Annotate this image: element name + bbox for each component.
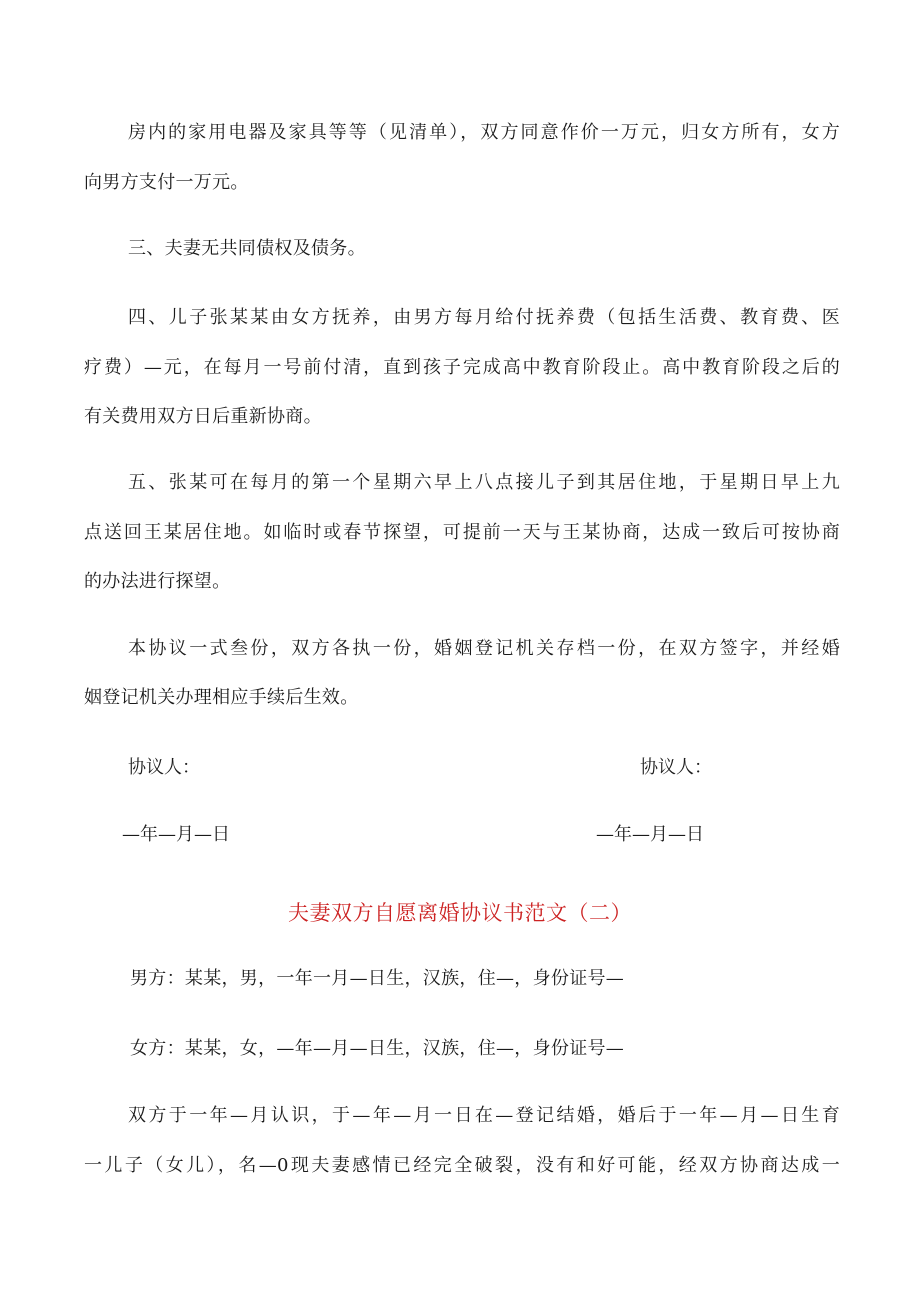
paragraph-furniture-line1: 房内的家用电器及家具等等（见清单），双方同意作价一万元，归女方所有，女方 (128, 122, 840, 143)
paragraph-copies-line1: 本协议一式叁份，双方各执一份，婚姻登记机关存档一份，在双方签字，并经婚 (128, 638, 840, 659)
paragraph-no-debt: 三、夫妻无共同债权及债务。 (128, 238, 366, 259)
paragraph-furniture-line2: 向男方支付一万元。 (84, 172, 249, 193)
paragraph-custody-line3: 有关费用双方日后重新协商。 (84, 406, 322, 427)
paragraph-custody-line2: 疗费）—元，在每月一号前付清，直到孩子完成高中教育阶段止。高中教育阶段之后的 (84, 357, 840, 378)
paragraph-custody-line1: 四、儿子张某某由女方抚养，由男方每月给付抚养费（包括生活费、教育费、医 (128, 307, 840, 328)
signature-date-left: —年—月—日 (122, 824, 230, 845)
section-title: 夫妻双方自愿离婚协议书范文（二） (288, 901, 632, 925)
paragraph-visitation-line2: 点送回王某居住地。如临时或春节探望，可提前一天与王某协商，达成一致后可按协商 (84, 522, 840, 543)
paragraph-marriage-line1: 双方于一年—月认识，于—年—月一日在—登记结婚，婚后于一年—月—日生育 (128, 1105, 840, 1126)
signature-label-right: 协议人： (640, 757, 712, 778)
paragraph-marriage-line2: 一儿子（女儿），名—0现夫妻感情已经完全破裂，没有和好可能，经双方协商达成一 (84, 1155, 840, 1176)
party-woman: 女方：某某，女，—年—月—日生，汉族，住—，身份证号— (130, 1038, 625, 1059)
paragraph-copies-line2: 姻登记机关办理相应手续后生效。 (84, 687, 359, 708)
party-man: 男方：某某，男，一年一月—日生，汉族，住—，身份证号— (130, 968, 625, 989)
signature-date-right: —年—月—日 (596, 824, 704, 845)
paragraph-visitation-line3: 的办法进行探望。 (84, 571, 231, 592)
paragraph-visitation-line1: 五、张某可在每月的第一个星期六早上八点接儿子到其居住地，于星期日早上九 (128, 472, 840, 493)
signature-label-left: 协议人： (128, 757, 200, 778)
